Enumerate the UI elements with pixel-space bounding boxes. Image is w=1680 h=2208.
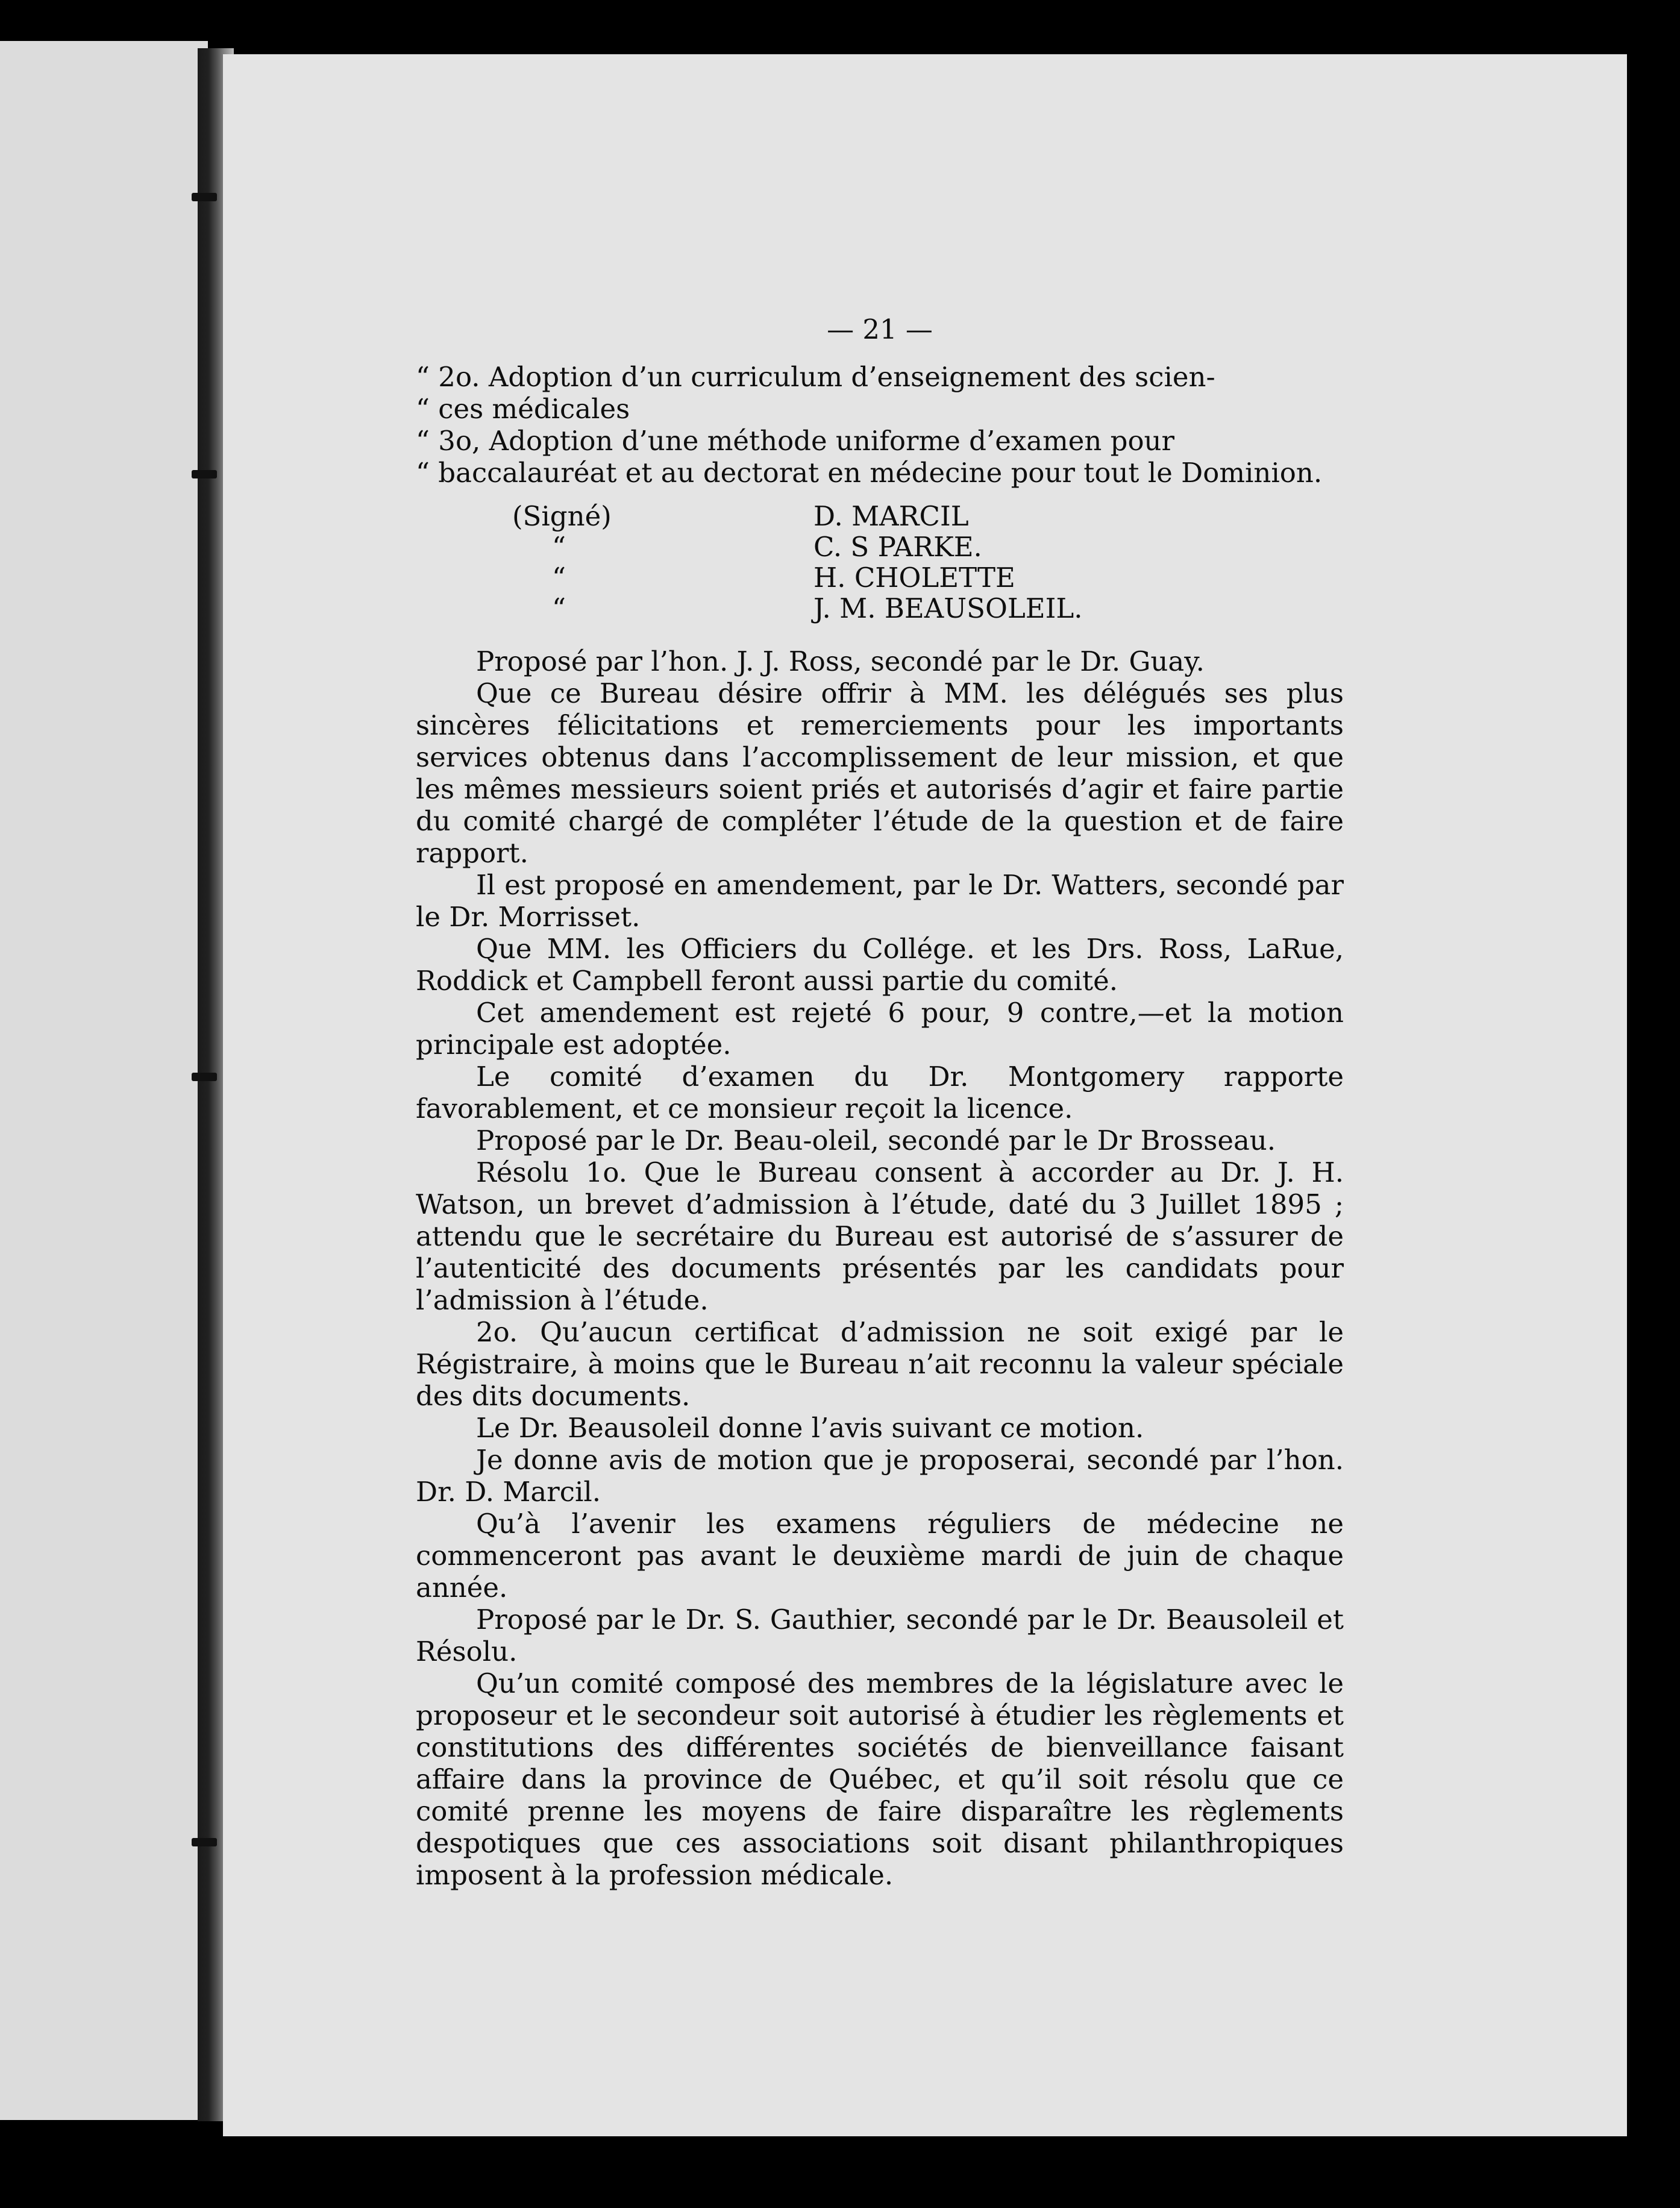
paragraph: Je donne avis de motion que je proposerai, secondé par l’hon. Dr. D. Marcil.: [416, 1444, 1344, 1508]
left-page-edge: [0, 41, 208, 2120]
binding-notch: [192, 193, 217, 201]
paragraph: Il est proposé en amendement, par le Dr. Watters, secondé par le Dr. Morrisset.: [416, 869, 1344, 933]
paragraph: Le comité d’examen du Dr. Montgomery rapporte favorablement, et ce monsieur reçoit la licence.: [416, 1061, 1344, 1124]
signature-block: [512, 501, 1344, 624]
binding-notch: [192, 470, 217, 478]
signature-name: C. S PARKE.: [813, 531, 982, 563]
binding-notch: [192, 1838, 217, 1846]
paragraph: Cet amendement est rejeté 6 pour, 9 contre,—et la motion principale est adoptée.: [416, 997, 1344, 1061]
signature-name: D. MARCIL: [813, 500, 969, 532]
paragraph: 2o. Qu’aucun certificat d’admission ne soit exigé par le Régistraire, à moins que le Bureau n’ait reconnu la valeur spéciale des dits documents.: [416, 1316, 1344, 1412]
quote-line: “ 3o, Adoption d’une méthode uniforme d’examen pour: [416, 425, 1175, 457]
ditto-mark: “: [551, 562, 566, 594]
paragraph: Résolu 1o. Que le Bureau consent à accorder au Dr. J. H. Watson, un brevet d’admission à l’étude, daté du 3 Juillet 1895 ; attendu que le secrétaire du Bureau est autorisé de s’assurer de l’autenticité des documents présentés par les candidats pour l’admission à l’étude.: [416, 1156, 1344, 1316]
quote-line: “ 2o. Adoption d’un curriculum d’enseignement des scien-: [416, 361, 1215, 393]
paragraph: Proposé par l’hon. J. J. Ross, secondé par le Dr. Guay.: [476, 645, 1205, 677]
ditto-mark: “: [551, 592, 566, 624]
paragraph: Le Dr. Beausoleil donne l’avis suivant ce motion.: [476, 1412, 1144, 1444]
paragraph: Proposé par le Dr. S. Gauthier, secondé par le Dr. Beausoleil et Résolu.: [416, 1604, 1344, 1667]
quote-line: “ ces médicales: [416, 393, 630, 425]
page-text: [416, 313, 1344, 1891]
signature-name: J. M. BEAUSOLEIL.: [813, 592, 1083, 624]
binding-notch: [192, 1073, 217, 1081]
ditto-mark: “: [551, 531, 566, 563]
paragraph: Que ce Bureau désire offrir à MM. les délégués ses plus sincères félicitations et remerciements pour les importants services obtenus dans l’accomplissement de leur mission, et que les mêmes messieurs soient priés et autorisés d’agir et faire partie du comité chargé de compléter l’étude de la question et de faire rapport.: [416, 677, 1344, 869]
paragraph: Proposé par le Dr. Beau-oleil, secondé par le Dr Brosseau.: [476, 1124, 1276, 1156]
signature-label: (Signé): [512, 500, 612, 532]
quote-line: “ baccalauréat et au dectorat en médecine pour tout le Dominion.: [416, 457, 1323, 489]
page-number: — 21 —: [827, 313, 933, 345]
paragraph: Qu’un comité composé des membres de la législature avec le proposeur et le secondeur soit autorisé à étudier les règlements et constitutions des différentes sociétés de bienveillance faisant affaire dans la province de Québec, et qu’il soit résolu que ce comité prenne les moyens de faire disparaître les règlements despotiques que ces associations soit disant philanthropiques imposent à la profession médicale.: [416, 1667, 1344, 1891]
paragraph: Que MM. les Officiers du Collége. et les Drs. Ross, LaRue, Roddick et Campbell feront aussi partie du comité.: [416, 933, 1344, 997]
signature-name: H. CHOLETTE: [813, 562, 1015, 594]
paragraph: Qu’à l’avenir les examens réguliers de médecine ne commenceront pas avant le deuxième mardi de juin de chaque année.: [416, 1508, 1344, 1604]
